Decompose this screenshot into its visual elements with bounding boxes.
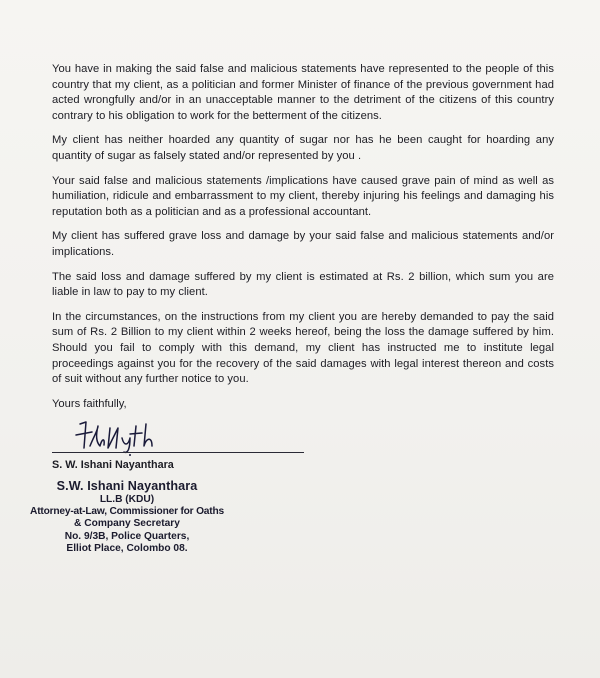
stamp-address-line1: No. 9/3B, Police Quarters,: [64, 530, 190, 542]
paragraph-sugar-hoarding: My client has neither hoarded any quantity of sugar nor has he been caught for hoarding any quantity of sugar as falsely stated and/or represented by you .: [52, 134, 554, 162]
paragraph-grave-pain: Your said false and malicious statements /implications have caused grave pain of mind as well as humiliation, ridicule and embarrassment to my client, thereby injuring his feelings and damaging his reputation both as a politician and as a professional accountant.: [52, 174, 554, 218]
paragraph-estimate: The said loss and damage suffered by my client is estimated at Rs. 2 billion, which sum you are liable in law to pay to my client.: [52, 270, 554, 299]
closing-salutation: Yours faithfully,: [52, 397, 127, 410]
stamp-name: S.W. Ishani Nayanthara: [56, 479, 198, 493]
letter-body: [52, 62, 554, 412]
attorney-stamp: [22, 478, 232, 555]
stamp-title-line1: Attorney-at-Law, Commissioner for Oaths: [30, 506, 224, 518]
paragraph-misrepresentation: You have in making the said false and malicious statements have represented to the people of this country that my client, as a politician and former Minister of finance of the previous government had acted wrongfully and/or in an unacceptable manner to the detriment of the citizens of this country contrary to his obligation to work for the betterment of the citizens.: [52, 63, 554, 122]
paragraph-loss-damage: My client has suffered grave loss and damage by your said false and malicious statements and/or implications.: [52, 230, 554, 258]
signature-line: [52, 452, 304, 453]
stamp-qualification: LL.B (KDU): [99, 494, 155, 505]
paragraph-demand: In the circumstances, on the instructions from my client you are hereby demanded to pay the said sum of Rs. 2 Billion to my client within 2 weeks hereof, being the loss the damage suffered by him. Should you fail to comply with this demand, my client has instructed me to institute legal proceedings against you for the recovery of the said damages with legal interest thereon and costs of suit without any further notice to you.: [52, 310, 554, 386]
stamp-title-line2: & Company Secretary: [74, 518, 180, 530]
signer-name: S. W. Ishani Nayanthara: [52, 459, 174, 471]
stamp-address-line2: Elliot Place, Colombo 08.: [66, 542, 188, 554]
handwritten-signature: [72, 418, 192, 456]
